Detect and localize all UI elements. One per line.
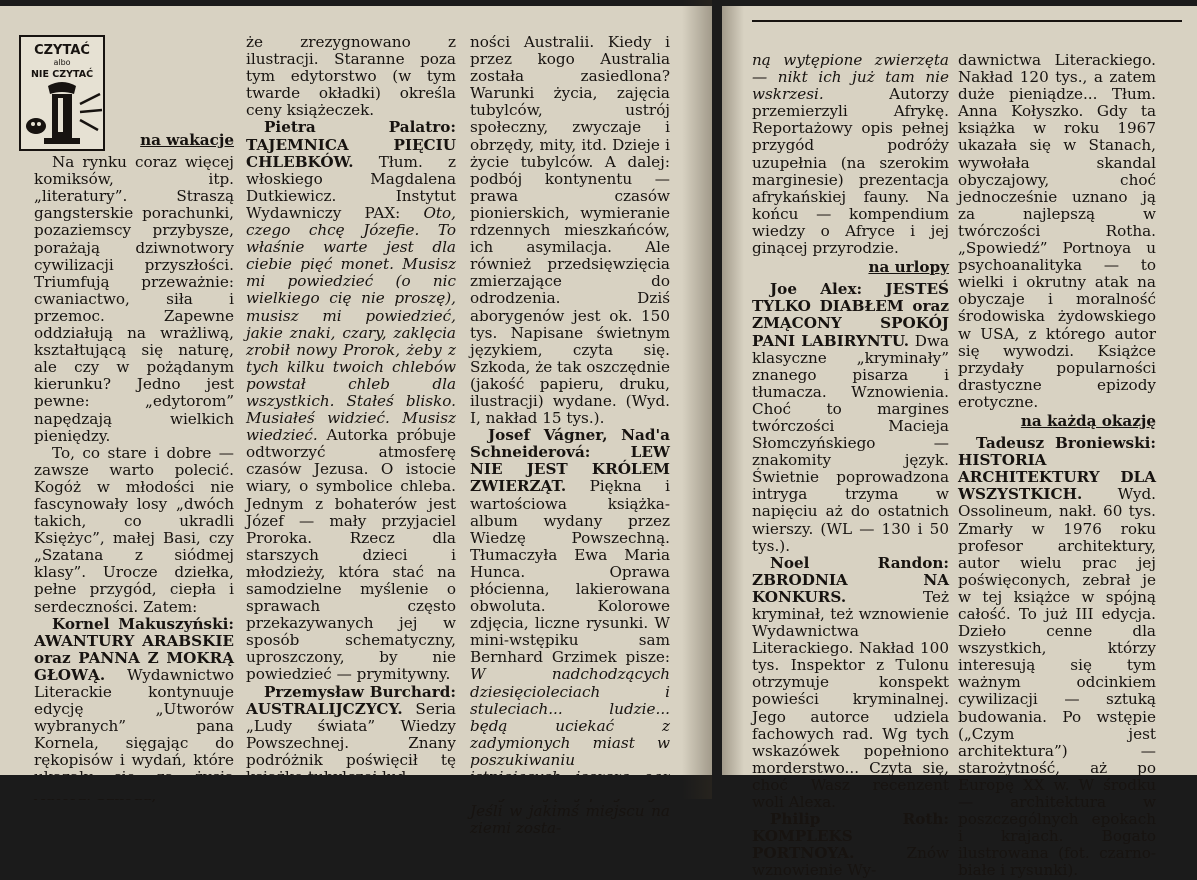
review-text: Dwa klasyczne „kryminały” znanego pisarza i tłumacza. Wznowienia. Choć to margines twórczości Macieja Słomczyńskiego — znakomity język. Świetnie poprowadzona intryga trzyma w napięciu aż do ostatnich wierszy. (WL — 130 i 50 tys.). (752, 331, 949, 555)
review-text: Tłum. z włoskiego Magdalena Dutkiewicz. Instytut Wydawniczy PAX: (246, 152, 456, 222)
section-heading-na-wakacje: na wakacje (140, 131, 234, 149)
continued-paragraph (752, 52, 949, 257)
review-title: Kornel Makuszyński: AWANTURY ARABSKIE oraz PANNA Z MOKRĄ GŁOWĄ. (34, 614, 234, 684)
review-title: Josef Vágner, Nad'a Schneiderová: LEW NIE JEST KRÓLEM ZWIERZĄT. (470, 426, 670, 496)
review-randon (752, 555, 949, 811)
review-text: Też kryminał, też wznowienie Wydawnictwa Literackiego. Nakład 100 tys. Inspektor z Tulonu otrzymuje konspekt powieści kryminalnej. Jego autorce udziela fachowych rad. Wg tych wskazówek popełniono morderstwo... Czyta się, choć Wasz recenzent woli Alexa. (752, 587, 949, 812)
review-text: Znów wznowienie Wy- (752, 844, 949, 880)
review-title: Pietra Palatro: TAJEMNICA PIĘCIU CHLEBKÓW. (246, 118, 456, 171)
continued-paragraph: dawnictwa Literackiego. Nakład 120 tys., a zatem duże pieniądze... Tłum. Anna Kołyszko. Gdy ta książka w roku 1967 ukazała się w Stanach, wywołała skandal obyczajowy, choć jednocześnie uznano ją za najlepszą w twórczości Rotha. „Spowiedź” Portnoya u psychoanalityka — to wielki i okrutny atak na obyczaje i moralność środowiska żydowskiego w USA, z którego autor się wywodzi. Książce przydały popularności drastyczne epizody erotyczne. (958, 51, 1156, 411)
review-title: Noel Randon: ZBRODNIA NA KONKURS. (752, 553, 949, 606)
logo-line-3: NIE CZYTAĆ (30, 69, 94, 80)
logo-line-2: albo (53, 58, 71, 67)
section-heading-na-urlopy: na urlopy (868, 258, 949, 277)
review-text: Wyd. Ossolineum, nakł. 60 tys. Zmarły w 1976 roku profesor architektury, autor wielu prac jej poświęconych, zebrał je w tej książce w spójną całość. To już III edycja. Dzieło cenne dla wszystkich, którzy interesują się tym ważnym odcinkiem cywilizacji — sztuką budowania. Po wstępie („Czym jest architektura”) — starożytność, aż po Europę XX w. W środku — architektura w poszczególnych epokach i krajach. Bogato ilustrowana (fot. czarno-białe i rysunki). (958, 485, 1156, 880)
review-palatro (246, 119, 456, 683)
column-5 (958, 52, 1156, 880)
review-title: Philip Roth: KOMPLEKS PORTNOYA. (752, 810, 949, 863)
logo-line-1: CZYTAĆ (34, 43, 90, 58)
column-2 (246, 34, 456, 786)
top-edge (722, 0, 1197, 6)
column-1 (34, 130, 234, 804)
review-text: Autorka próbuje odtworzyć atmosferę czasów Jezusa. O istocie wiary, o symbolice chleba. Jednym z bohaterów jest Józef — mały przyjaciel Proroka. Rzecz dla starszych dzieci i młodzieży, która stać na samodzielne myślenie o sprawach często przekazywanych jej w sposób schematyczny, uproszczony, by nie powiedzieć — prymitywny. (246, 426, 456, 684)
column-3 (470, 34, 670, 837)
top-edge (0, 0, 712, 6)
intro-paragraph-2: To, co stare i dobre — zawsze warto polecić. Kogóż w młodości nie fascynowały losy „dwóch takich, co ukradli Księżyc”, małej Basi, czy „Szatana z siódmej klasy”. Urocze dziełka, pełne przygód, ciepła i serdeczności. Zatem: (34, 443, 234, 616)
review-text: Seria „Ludy świata” Wiedzy Powszechnej. Znany podróżnik poświęcił tę (246, 699, 456, 769)
review-title: Joe Alex: JESTEŚ TYLKO DIABŁEM oraz ZMĄCONY SPOKÓJ PANI LABIRYNTU. (752, 280, 949, 350)
column-4 (752, 52, 949, 880)
review-burchard (246, 684, 456, 787)
bottom-edge (0, 775, 712, 799)
intro-paragraph-1: Na rynku coraz więcej komiksów, itp. „literatury”. Straszą gangsterskie porachunki, pozaziemscy przybysze, porażają dziwnotwory cywilizacji przyszłości. Triumfują przeważnie: cwaniactwo, siła i przemoc. Zapewne oddziałują na wrażliwą, kształtującą się naturę, ale czy w pożądanym kierunku? Jedno jest pewne: „edytorom” napędzają wielkich pieniędzy. (34, 153, 234, 445)
continued-paragraph: że zrezygnowano z ilustracji. Staranne poza tym edytorstwo (w tym twarde okładki) określa ceny książeczek. (246, 33, 456, 120)
continued-paragraph: ności Australii. Kiedy i przez kogo Australia została zasiedlona? Warunki życia, zajęcia tubylców, ustrój społeczny, zwyczaje i obrzędy, mity, itd. Dzieje i życie tubylców. A dalej: podbój kontynentu — prawa czasów pionierskich, wymieranie rdzennych mieszkańców, ich asymilacja. Ale również przedsięwzięcia zmierzające do odrodzenia. Dziś aborygenów jest ok. 150 tys. Napisane świetnym językiem, czyta się. Szkoda, że tak oszczędnie (jakość papieru, druku, ilustracji) wydane. (Wyd. I, nakład 15 tys.). (470, 33, 670, 428)
review-quote: Oto, czego chcę Józefie. To właśnie warte jest dla ciebie pięć monet. Musisz mi powiedzieć (o nic wielkiego cię nie proszę), musisz mi powiedzieć, jakie znaki, czary, zaklęcia zrobił nowy Prorok, żeby z tych kilku twoich chlebów powstał chleb dla wszystkich. Stałeś blisko. Musiałeś widzieć. Musisz wiedzieć. (246, 203, 456, 445)
review-title: Tadeusz Broniewski: HISTORIA ARCHITEKTURY DLA WSZYSTKICH. (958, 434, 1156, 504)
top-rule (752, 20, 1182, 22)
review-text: Piękna i wartościowa książka-album wydany przez Wiedzę Powszechną. Tłumaczyła Ewa Maria Hunca. Oprawa płócienna, lakierowana obwoluta. Kolorowe zdjęcia, liczne rysunki. W mini-wstępiku sam Bernhard Grzimek pisze: (470, 477, 670, 667)
review-quote: W nadchodzących dziesięcioleciach i stuleciach... ludzie... będą uciekać z zadymionych miast w poszukiwaniu Jeśli w jakimś miejscu na ziemi zosta- (470, 665, 670, 838)
section-heading-na-kazda-okazje: na każdą okazję (1020, 411, 1156, 430)
review-quote: ną wytępione zwierzęta — nikt ich już tam nie wskrzesi. (752, 51, 949, 104)
review-roth (752, 811, 949, 879)
review-alex (752, 281, 949, 555)
review-text: Wydawnictwo Literackie kontynuuje edycję „Utworów wybranych” pana Kornela, sięgając do rękopisów i wydań, które (34, 665, 234, 770)
review-broniewski (958, 435, 1156, 879)
review-title: Przemysław Burchard: AUSTRALIJCZYCY. (246, 682, 456, 718)
review-text: Autorzy przemierzyli Afrykę. Reportażowy opis pełnej przygód podróży uzupełnia (na szerokim marginesie) prezentacja afrykańskiej fauny. Na końcu — kompendium wiedzy o Afryce i jej ginącej przyrodzie. (752, 85, 949, 258)
